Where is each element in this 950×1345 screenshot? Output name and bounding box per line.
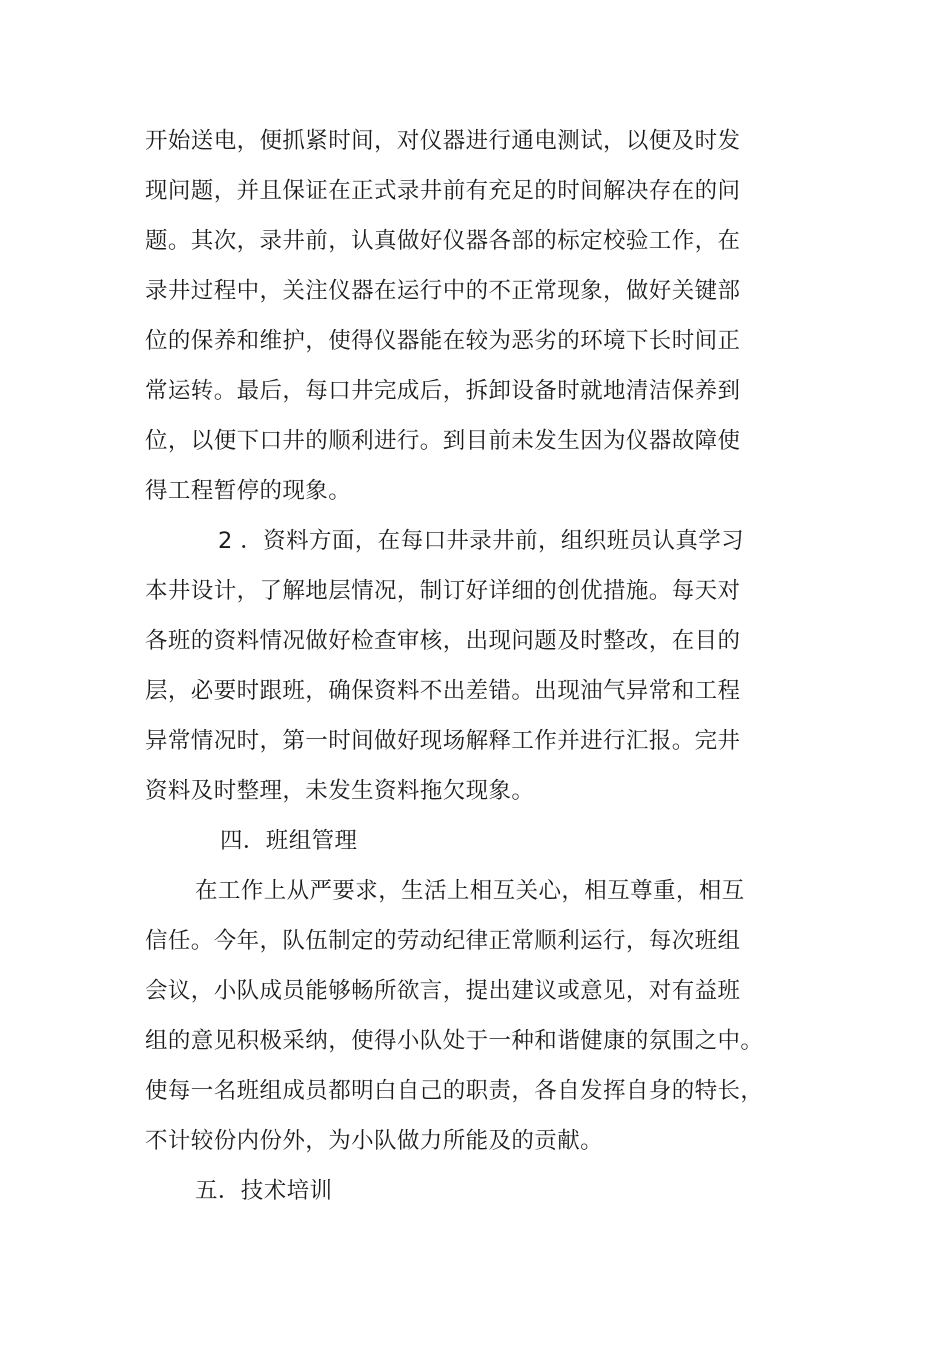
text-line: 本井设计，了解地层情况，制订好详细的创优措施。每天对	[145, 578, 741, 604]
text-line: 现问题，并且保证在正式录井前有充足的时间解决存在的问	[145, 178, 741, 204]
text-line: 层，必要时跟班，确保资料不出差错。出现油气异常和工程	[145, 678, 741, 704]
text-line: 各班的资料情况做好检查审核，出现问题及时整改，在目的	[145, 628, 741, 654]
text-line: 在工作上从严要求，生活上相互关心，相互尊重，相互	[195, 878, 745, 904]
text-line: 题。其次，录井前，认真做好仪器各部的标定校验工作，在	[145, 228, 741, 254]
section-heading: 四．班组管理	[220, 828, 358, 854]
text-line: 信任。今年，队伍制定的劳动纪律正常顺利运行，每次班组	[145, 928, 741, 954]
text-line: 录井过程中，关注仪器在运行中的不正常现象，做好关键部	[145, 278, 741, 304]
text-line: 会议，小队成员能够畅所欲言，提出建议或意见，对有益班	[145, 978, 741, 1004]
text-line: 资料及时整理，未发生资料拖欠现象。	[145, 778, 535, 804]
section-heading: 五．技术培训	[195, 1178, 333, 1204]
text-line: 组的意见积极采纳，使得小队处于一种和谐健康的氛围之中。	[145, 1028, 764, 1054]
text-line: 位，以便下口井的顺利进行。到目前未发生因为仪器故障使	[145, 428, 741, 454]
text-line: 位的保养和维护，使得仪器能在较为恶劣的环境下长时间正	[145, 328, 741, 354]
text-line: 得工程暂停的现象。	[145, 478, 352, 504]
text-line: 开始送电，便抓紧时间，对仪器进行通电测试，以便及时发	[145, 128, 741, 154]
text-line: 不计较份内份外，为小队做力所能及的贡献。	[145, 1128, 604, 1154]
text-line: 使每一名班组成员都明白自己的职责，各自发挥自身的特长，	[145, 1078, 764, 1104]
text-line: 2 ．资料方面，在每口井录井前，组织班员认真学习	[218, 528, 745, 554]
text-line: 异常情况时，第一时间做好现场解释工作并进行汇报。完井	[145, 728, 741, 754]
text-line: 常运转。最后，每口井完成后，拆卸设备时就地清洁保养到	[145, 378, 741, 404]
